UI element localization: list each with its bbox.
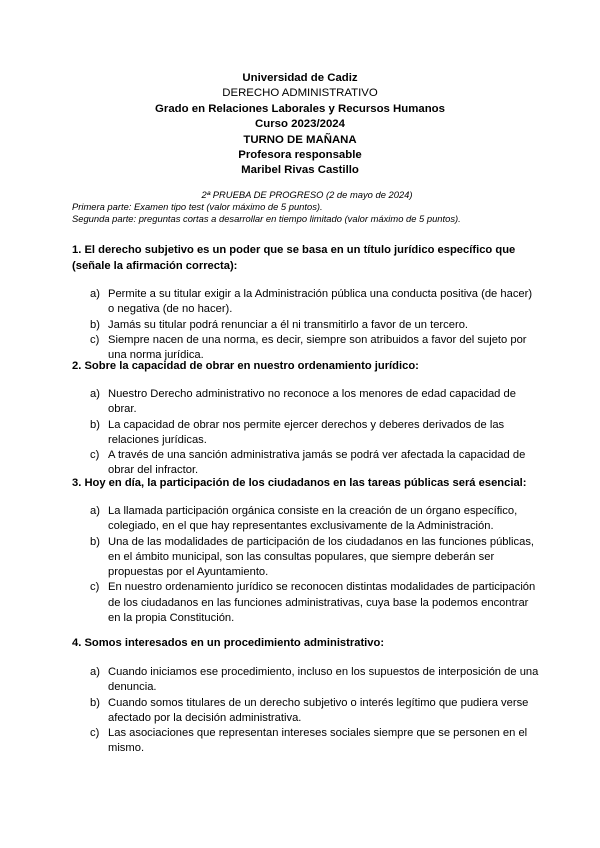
question-1: 1. El derecho subjetivo es un poder que se basa en un título jurídico específico que (señale la afirmación correcta): [72,244,516,272]
shift-label: TURNO DE MAÑANA [243,133,357,146]
option-text: Cuando somos titulares de un derecho subjetivo o interés legítimo que pudiera verse afectado por la decisión administrativa. [108,696,529,724]
subject-name: DERECHO ADMINISTRATIVO [222,87,378,100]
teacher-label: Profesora responsable [238,149,362,162]
question-4: 4. Somos interesados en un procedimiento administrativo: [72,637,385,649]
university-name: Universidad de Cadiz [242,72,358,84]
option-item [90,504,540,535]
option-item [90,580,540,626]
option-item [90,318,540,333]
question-3: 3. Hoy en día, la participación de los ciudadanos en las tareas públicas será esencial: [72,477,527,489]
option-text: Nuestro Derecho administrativo no reconoce a los menores de edad capacidad de obrar. [108,388,516,416]
option-item [90,387,540,418]
option-text: Siempre nacen de una norma, es decir, siempre son atribuidos a favor del sujeto por una norma jurídica. [108,333,527,362]
option-letter: c) [90,449,100,462]
option-text: Permite a su titular exigir a la Administración pública una conducta positiva (de hacer) o negativa (de no hacer). [108,288,533,316]
option-letter: c) [90,581,100,594]
exam-part-1: Primera parte: Examen tipo test (valor máximo de 5 puntos). [72,201,323,213]
option-letter: c) [90,333,100,346]
option-letter: a) [90,505,100,517]
option-item [90,696,540,727]
option-item [90,726,540,757]
option-letter: b) [90,696,100,709]
option-item [90,665,540,696]
option-letter: a) [90,666,100,678]
degree-name: Grado en Relaciones Laborales y Recursos Humanos [155,102,445,115]
option-text: En nuestro ordenamiento jurídico se reconocen distintas modalidades de participación de los ciudadanos en las funciones administrativas, cuya base la podemos encontrar en la propia Constitución. [108,581,536,625]
option-item [90,287,540,318]
exam-info [72,189,542,226]
option-letter: b) [90,418,100,431]
option-item [90,418,540,449]
option-letter: a) [90,388,100,400]
exam-title: 2ª PRUEBA DE PROGRESO (2 de mayo de 2024) [201,189,413,200]
option-text: La llamada participación orgánica consiste en la creación de un órgano específico, colegiado, en el que hay representantes exclusivamente de la Administración. [108,505,518,533]
option-text: Una de las modalidades de participación de los ciudadanos en las funciones públicas, en el ámbito municipal, son las consultas populares, que siempre deberán ser propuestas por el Ayuntamiento. [108,535,535,579]
course-year: Curso 2023/2024 [255,118,345,131]
option-text: Cuando iniciamos ese procedimiento, incluso en los supuestos de interposición de una denuncia. [108,666,539,694]
option-text: Jamás su titular podrá renunciar a él ni transmitirlo a favor de un tercero. [108,318,469,331]
question-3-options [90,504,540,626]
exam-part-2: Segunda parte: preguntas cortas a desarrollar en tiempo limitado (valor máximo de 5 puntos). [72,213,461,225]
question-1-options [90,287,540,363]
question-2: 2. Sobre la capacidad de obrar en nuestro ordenamiento jurídico: [72,360,419,372]
question-2-options [90,387,540,479]
option-letter: c) [90,727,100,740]
option-item [90,535,540,581]
option-letter: a) [90,288,100,300]
teacher-name: Maribel Rivas Castillo [241,164,359,177]
option-text: Las asociaciones que representan intereses sociales siempre que se personen en el mismo. [108,727,528,755]
option-text: La capacidad de obrar nos permite ejercer derechos y deberes derivados de las relaciones jurídicas. [108,418,505,446]
document-header [0,71,600,179]
option-letter: b) [90,535,100,548]
option-letter: b) [90,318,100,331]
option-text: A través de una sanción administrativa jamás se podrá ver afectada la capacidad de obrar del infractor. [108,449,526,477]
question-4-options [90,665,540,757]
